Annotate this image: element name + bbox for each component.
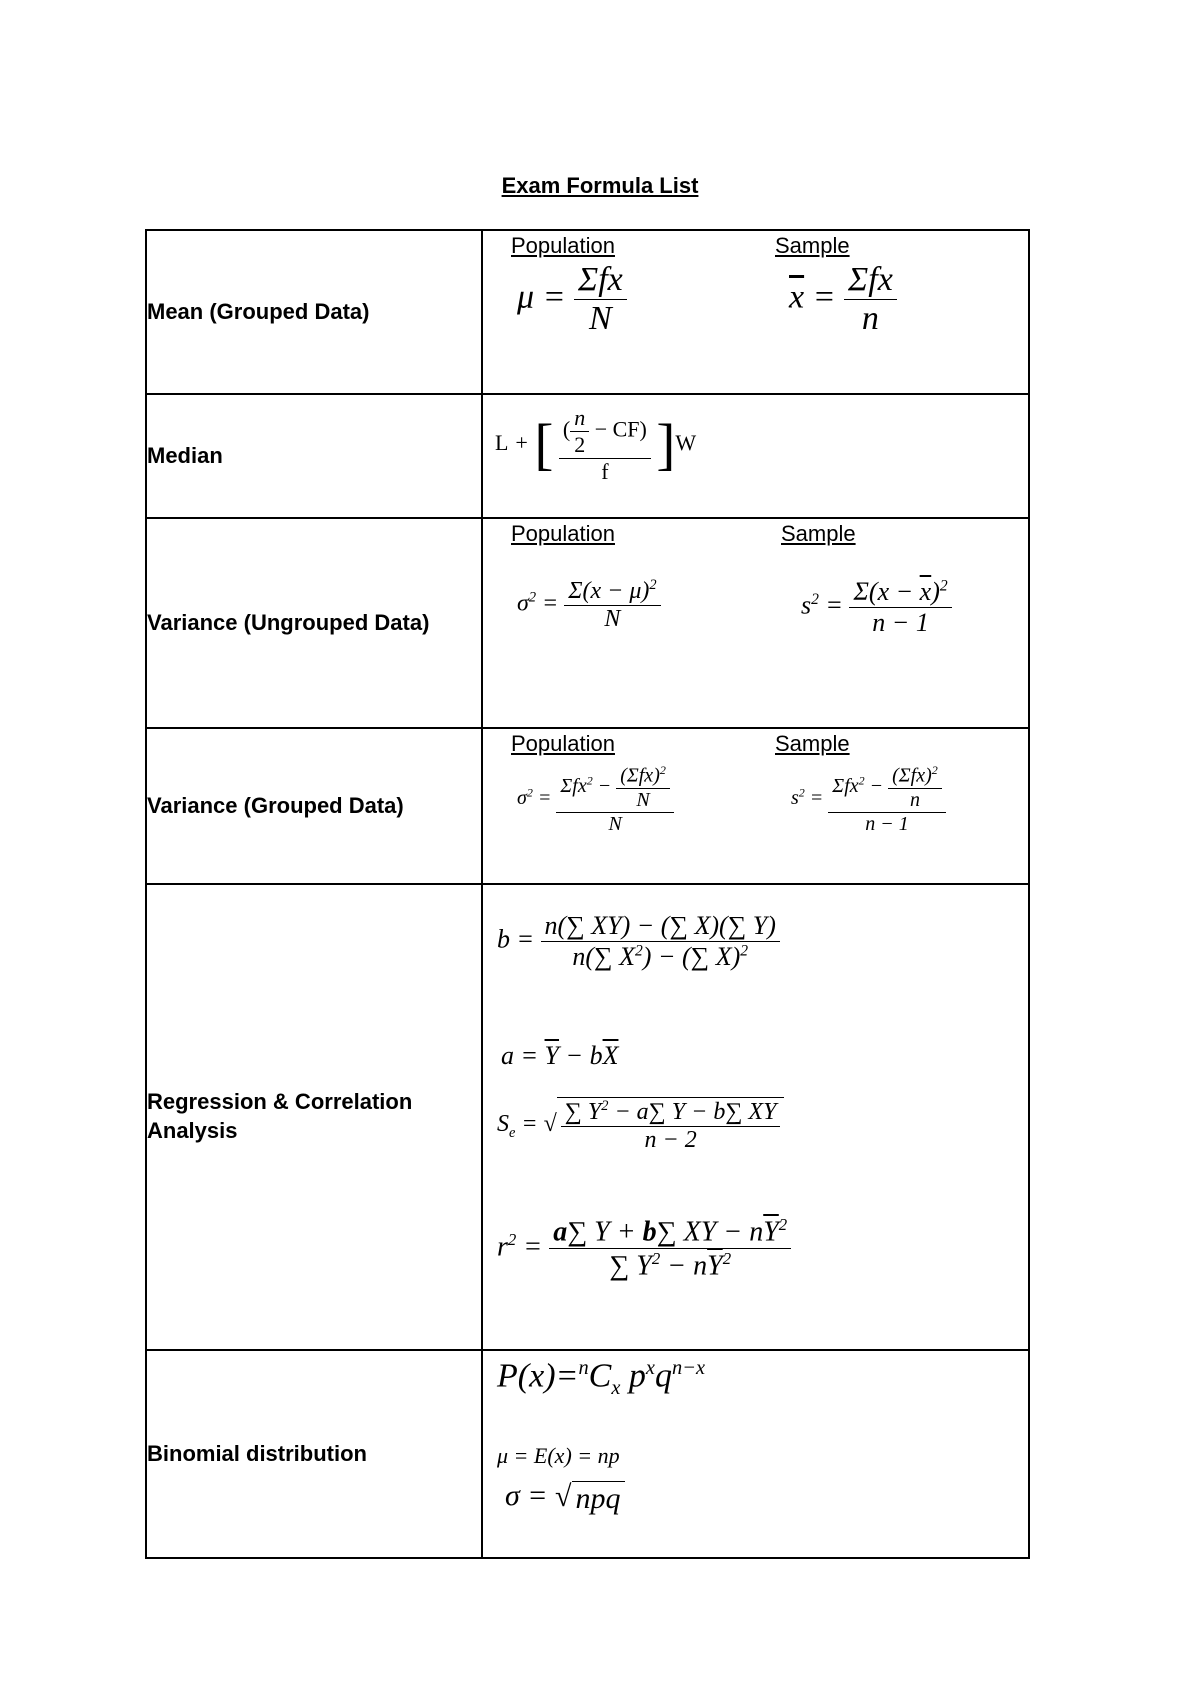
row-label-mean-grouped: Mean (Grouped Data) <box>147 298 370 324</box>
population-label: Population <box>511 731 615 756</box>
table-row <box>146 518 1029 728</box>
sample-label: Sample <box>781 521 856 546</box>
table-row <box>146 884 1029 1350</box>
standard-error-formula: $S_e$ = √ $\frac{\sum Y^2 - a\sum Y - b\sum XY}{n - 2}$ <box>497 1097 784 1154</box>
row-label-variance-ungrouped: Variance (Ungrouped Data) <box>147 609 430 635</box>
sample-variance-formula: $s^2$ = $\frac{\Sigma(x - \overline{x})^2}{n - 1}$ <box>801 577 952 638</box>
regression-intercept-formula: $a = \overline{Y} - b\overline{X}$ <box>501 1041 619 1070</box>
population-label: Population <box>511 233 615 258</box>
table-row <box>146 728 1029 884</box>
binomial-mean-formula: μ = E(x) = np <box>497 1443 620 1468</box>
population-grouped-variance-formula: $\sigma^2$ = Σfx$^2$ − $\frac{(\Sigma fx)^2}{N}$ N <box>517 763 674 836</box>
regression-slope-formula: b = $\frac{n(\sum XY) - (\sum X)(\sum Y)}{n(\sum X^2) - (\sum X)^2}$ <box>497 911 780 972</box>
row-label-binomial: Binomial distribution <box>147 1440 367 1466</box>
population-label: Population <box>511 521 615 546</box>
population-variance-formula: $\sigma^2$ = $\frac{\Sigma(x - \mu)^2}{N}$ <box>517 577 661 633</box>
median-formula: L + [ ( $\frac{n}{2}$ − CF) f ]W <box>495 405 697 484</box>
table-row <box>146 394 1029 518</box>
binomial-sd-formula: σ = √ npq <box>505 1479 625 1516</box>
row-label-median: Median <box>147 442 223 468</box>
table-row <box>146 1350 1029 1558</box>
sample-label: Sample <box>775 233 850 258</box>
population-mean-formula: μ = $\frac{\text{Σfx}}{N}$ <box>517 261 627 338</box>
sample-mean-formula: $\overline{x}$ = $\frac{\text{Σfx}}{n}$ <box>789 261 897 338</box>
row-label-regression: Regression & Correlation Analysis <box>147 1089 413 1143</box>
row-label-variance-grouped: Variance (Grouped Data) <box>147 792 404 818</box>
table-row <box>146 230 1029 394</box>
page-title: Exam Formula List <box>501 173 699 198</box>
formula-table <box>145 229 1030 1559</box>
sample-grouped-variance-formula: $s^2$ = Σfx$^2$ − $\frac{(\Sigma fx)^2}{n}$ n − 1 <box>791 763 946 836</box>
binomial-probability-formula: $P(x)=^nC_x$ $p^xq^{n-x}$ <box>497 1357 705 1400</box>
coefficient-of-determination-formula: $r^2$ = $\frac{a\sum Y + b\sum XY - n\overline{Y}^2}{\sum Y^2 - n\overline{Y}^2}$ <box>497 1215 791 1283</box>
sample-label: Sample <box>775 731 850 756</box>
